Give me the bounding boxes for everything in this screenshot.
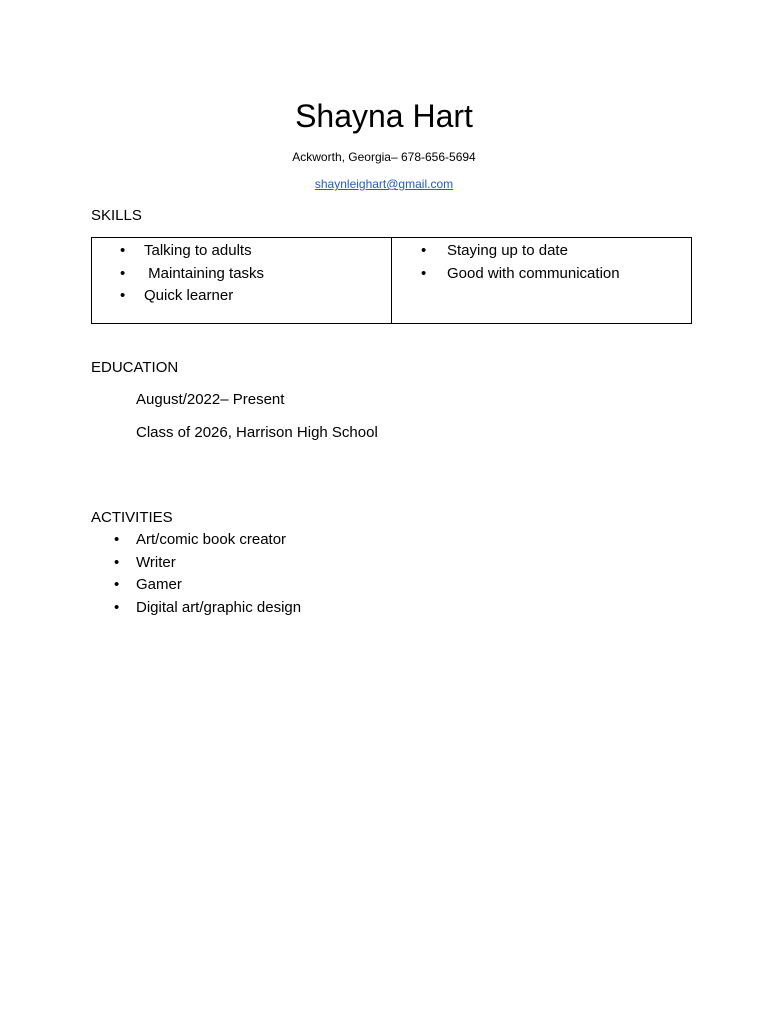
contact-line: Ackworth, Georgia– 678-656-5694 <box>292 150 476 164</box>
skill-item: • Quick learner <box>92 285 391 308</box>
skills-list-right <box>392 240 691 285</box>
resume-name: Shayna Hart <box>295 98 473 134</box>
skills-column-left <box>92 238 391 323</box>
activity-item: • Digital art/graphic design <box>91 597 691 620</box>
education-heading: EDUCATION <box>91 359 179 376</box>
education-school: Class of 2026, Harrison High School <box>136 424 378 441</box>
activity-item: • Art/comic book creator <box>91 529 691 552</box>
skill-item: • Maintaining tasks <box>92 263 391 286</box>
activities-heading: ACTIVITIES <box>91 509 173 526</box>
education-dates: August/2022– Present <box>136 391 285 408</box>
skill-item: • Talking to adults <box>92 240 391 263</box>
email-link[interactable]: shaynleighart@gmail.com <box>314 177 454 191</box>
skill-item: • Good with communication <box>392 263 691 286</box>
email-line <box>0 175 768 193</box>
activities-list <box>91 529 691 619</box>
activity-item: • Gamer <box>91 574 691 597</box>
skill-item: • Staying up to date <box>392 240 691 263</box>
activity-item: • Writer <box>91 552 691 575</box>
skills-list-left <box>92 240 391 308</box>
skills-table <box>91 237 692 324</box>
skills-heading: SKILLS <box>91 207 142 224</box>
skills-column-right <box>391 238 691 323</box>
